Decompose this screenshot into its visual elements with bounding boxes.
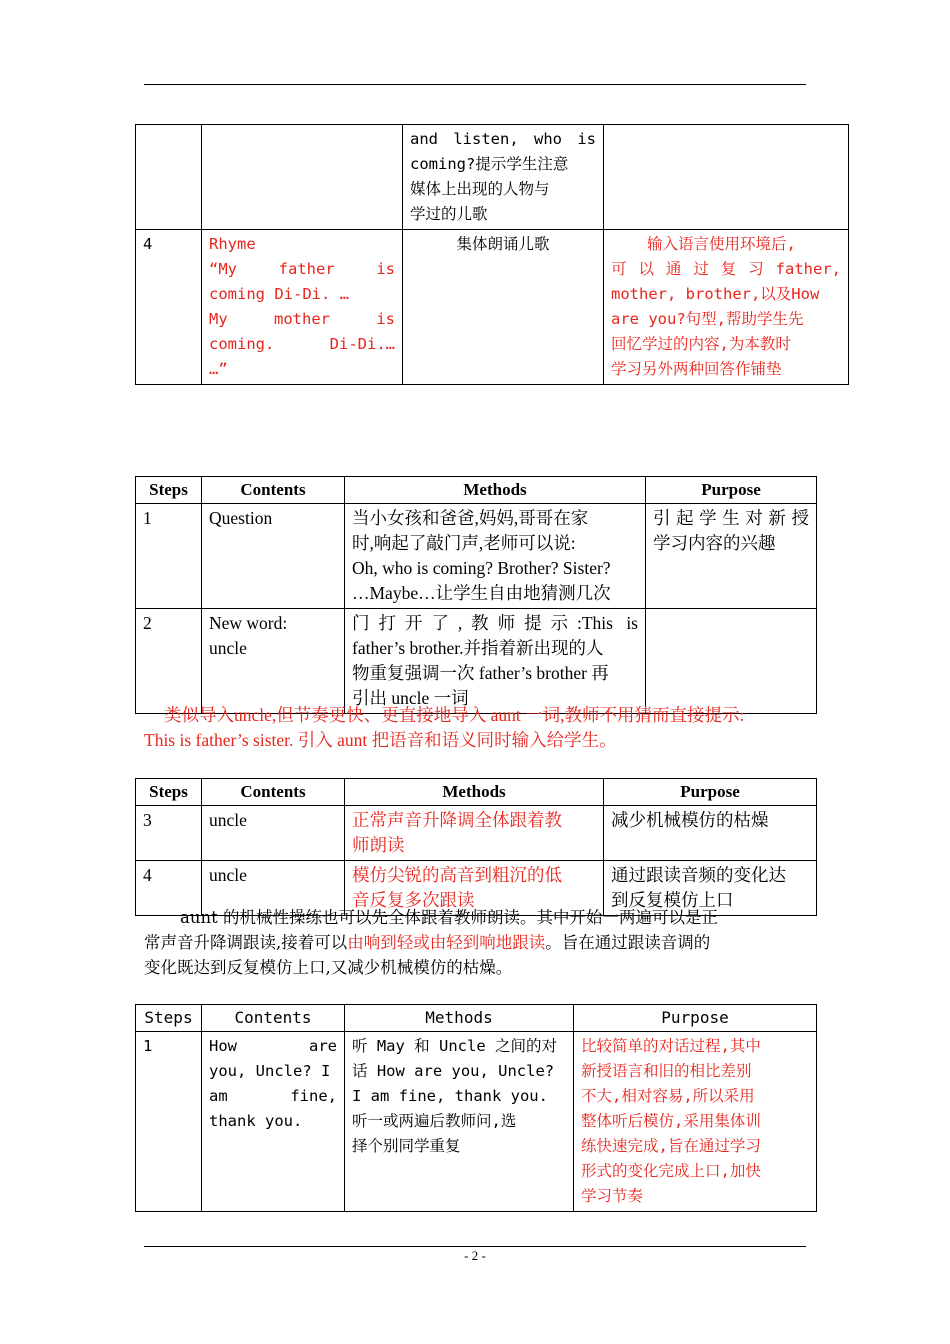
step-cell (136, 125, 202, 230)
text-line: 整体听后模仿,采用集体训 (581, 1112, 761, 1130)
text-line: 可 以 通 过 复 习 father, (611, 260, 841, 278)
text-line: 时,响起了敲门声,老师可以说: (352, 533, 576, 553)
text-line: 话 How are you, Uncle? (352, 1062, 555, 1080)
contents-cell (202, 504, 345, 609)
text-line: Rhyme (209, 235, 256, 253)
table-row (136, 806, 817, 861)
text-line: Question (209, 508, 273, 528)
text-line: uncle (209, 638, 247, 658)
step-cell: 1 (136, 1032, 202, 1212)
table-header-row (136, 779, 817, 806)
header-rule (144, 84, 806, 85)
text-line: How are (209, 1037, 337, 1055)
text-line: 回忆学过的内容,为本教时 (611, 335, 791, 353)
column-header-steps: Steps (136, 779, 202, 806)
text-line: 正常声音升降调全体跟着教 (352, 810, 562, 830)
contents-cell (202, 1032, 345, 1212)
text-line: 输入语言使用环境后, (647, 235, 796, 253)
text-line: father’s brother.并指着新出现的人 (352, 638, 604, 658)
text-line: 变化既达到反复模仿上口,又减少机械模仿的枯燥。 (144, 958, 513, 977)
table-header-row (136, 1005, 817, 1032)
text-line: 通过跟读音频的变化达 (611, 865, 786, 885)
column-header-methods: Methods (345, 779, 604, 806)
text-line: 学习内容的兴趣 (653, 533, 776, 553)
contents-cell (202, 125, 403, 230)
text-line: 比较简单的对话过程,其中 (581, 1037, 761, 1055)
purpose-cell (604, 125, 849, 230)
text-line: 音反复多次跟读 (352, 890, 475, 910)
text-line: 物重复强调一次 father’s brother 再 (352, 663, 609, 683)
text-line: Oh, who is coming? Brother? Sister? (352, 558, 611, 578)
step-cell: 4 (136, 861, 202, 916)
text-line: 模仿尖锐的高音到粗沉的低 (352, 865, 562, 885)
text-line: 媒体上出现的人物与 (410, 180, 550, 198)
table-row (136, 504, 817, 609)
contents-cell (202, 230, 403, 385)
text-line: 到反复模仿上口 (611, 890, 734, 910)
footer-rule (144, 1246, 806, 1247)
text-line: 听一或两遍后教师问,选 (352, 1112, 517, 1130)
page-number: - 2 - (464, 1248, 486, 1263)
text-line: coming?提示学生注意 (410, 155, 569, 173)
table-row (136, 125, 849, 230)
column-header-contents: Contents (202, 477, 345, 504)
text-line: …” (209, 360, 228, 378)
text-line: 类似导入uncle,但节奏更快、更直接地导入 aunt 一词,教师不用猜而直接提示: (164, 705, 745, 725)
text-line: am fine, (209, 1087, 337, 1105)
column-header-contents: Contents (202, 779, 345, 806)
methods-cell (345, 609, 646, 714)
text-run: 常声音升降调跟读,接着可以 (144, 933, 348, 952)
text-line: 学习节奏 (581, 1187, 644, 1205)
table-row (136, 1032, 817, 1212)
text-line: 不大,相对容易,所以采用 (581, 1087, 755, 1105)
text-line: coming Di-Di. … (209, 285, 349, 303)
text-line: 学习另外两种回答作铺垫 (611, 360, 782, 378)
text-line: 师朗读 (352, 835, 405, 855)
purpose-cell (574, 1032, 817, 1212)
text-line: “My father is (209, 260, 395, 278)
text-line: My mother is (209, 310, 395, 328)
table-row (136, 609, 817, 714)
text-line: you, Uncle? I (209, 1062, 331, 1080)
column-header-steps: Steps (136, 477, 202, 504)
text-line: 学过的儿歌 (410, 205, 488, 223)
methods-cell (345, 806, 604, 861)
lesson-table-continued (135, 124, 849, 385)
purpose-cell (646, 504, 817, 609)
column-header-purpose: Purpose (646, 477, 817, 504)
step-cell: 4 (136, 230, 202, 385)
text-line: New word: (209, 613, 288, 633)
text-run: 。旨在通过跟读音调的 (545, 933, 711, 952)
step-cell: 1 (136, 504, 202, 609)
step-cell: 3 (136, 806, 202, 861)
column-header-purpose: Purpose (574, 1005, 817, 1032)
steps-table-new-word (135, 476, 817, 714)
steps-table-uncle-drill (135, 778, 817, 916)
text-line: 集体朗诵儿歌 (456, 235, 550, 253)
contents-cell (202, 609, 345, 714)
aunt-intro-note (144, 703, 808, 753)
text-line: are you?句型,帮助学生先 (611, 310, 804, 328)
table-row (136, 230, 849, 385)
text-line: 形式的变化完成上口,加快 (581, 1162, 761, 1180)
text-line: 当小女孩和爸爸,妈妈,哥哥在家 (352, 508, 589, 528)
text-line: aunt 的机械性操练也可以先全体跟着教师朗读。其中开始一两遍可以是正 (180, 908, 718, 927)
table-header-row (136, 477, 817, 504)
methods-cell (345, 1032, 574, 1212)
column-header-purpose: Purpose (604, 779, 817, 806)
emphasis-text: 由响到轻或由轻到响地跟读 (347, 933, 546, 952)
column-header-methods: Methods (345, 1005, 574, 1032)
text-line: This is father’s sister. 引入 aunt 把语音和语义同时输入给学生。 (144, 730, 617, 750)
text-line: 择个别同学重复 (352, 1137, 461, 1155)
steps-table-dialogue (135, 1004, 817, 1212)
purpose-cell (604, 230, 849, 385)
text-line: 引出 uncle 一词 (352, 688, 469, 708)
text-line: uncle (209, 810, 247, 830)
text-line: coming. Di-Di.… (209, 335, 395, 353)
text-line: 听 May 和 Uncle 之间的对 (352, 1037, 557, 1055)
column-header-methods: Methods (345, 477, 646, 504)
text-line (144, 930, 808, 955)
text-line: thank you. (209, 1112, 303, 1130)
purpose-cell (646, 609, 817, 714)
text-line: mother, brother,以及How (611, 285, 820, 303)
text-line: uncle (209, 865, 247, 885)
text-line: 练快速完成,旨在通过学习 (581, 1137, 761, 1155)
text-line: and listen, who is (410, 130, 596, 148)
purpose-cell (604, 806, 817, 861)
aunt-drill-note (144, 905, 808, 980)
text-line: …Maybe…让学生自由地猜测几次 (352, 583, 611, 603)
methods-cell (345, 504, 646, 609)
methods-cell (403, 230, 604, 385)
text-line: I am fine, thank you. (352, 1087, 548, 1105)
methods-cell (403, 125, 604, 230)
text-line: 引起学生对新授 (653, 508, 809, 528)
contents-cell (202, 806, 345, 861)
text-line: 门打开了,教师提示:This is (352, 613, 638, 633)
text-line: 减少机械模仿的枯燥 (611, 810, 769, 830)
text-line: 新授语言和旧的相比差别 (581, 1062, 752, 1080)
step-cell: 2 (136, 609, 202, 714)
column-header-steps: Steps (136, 1005, 202, 1032)
column-header-contents: Contents (202, 1005, 345, 1032)
